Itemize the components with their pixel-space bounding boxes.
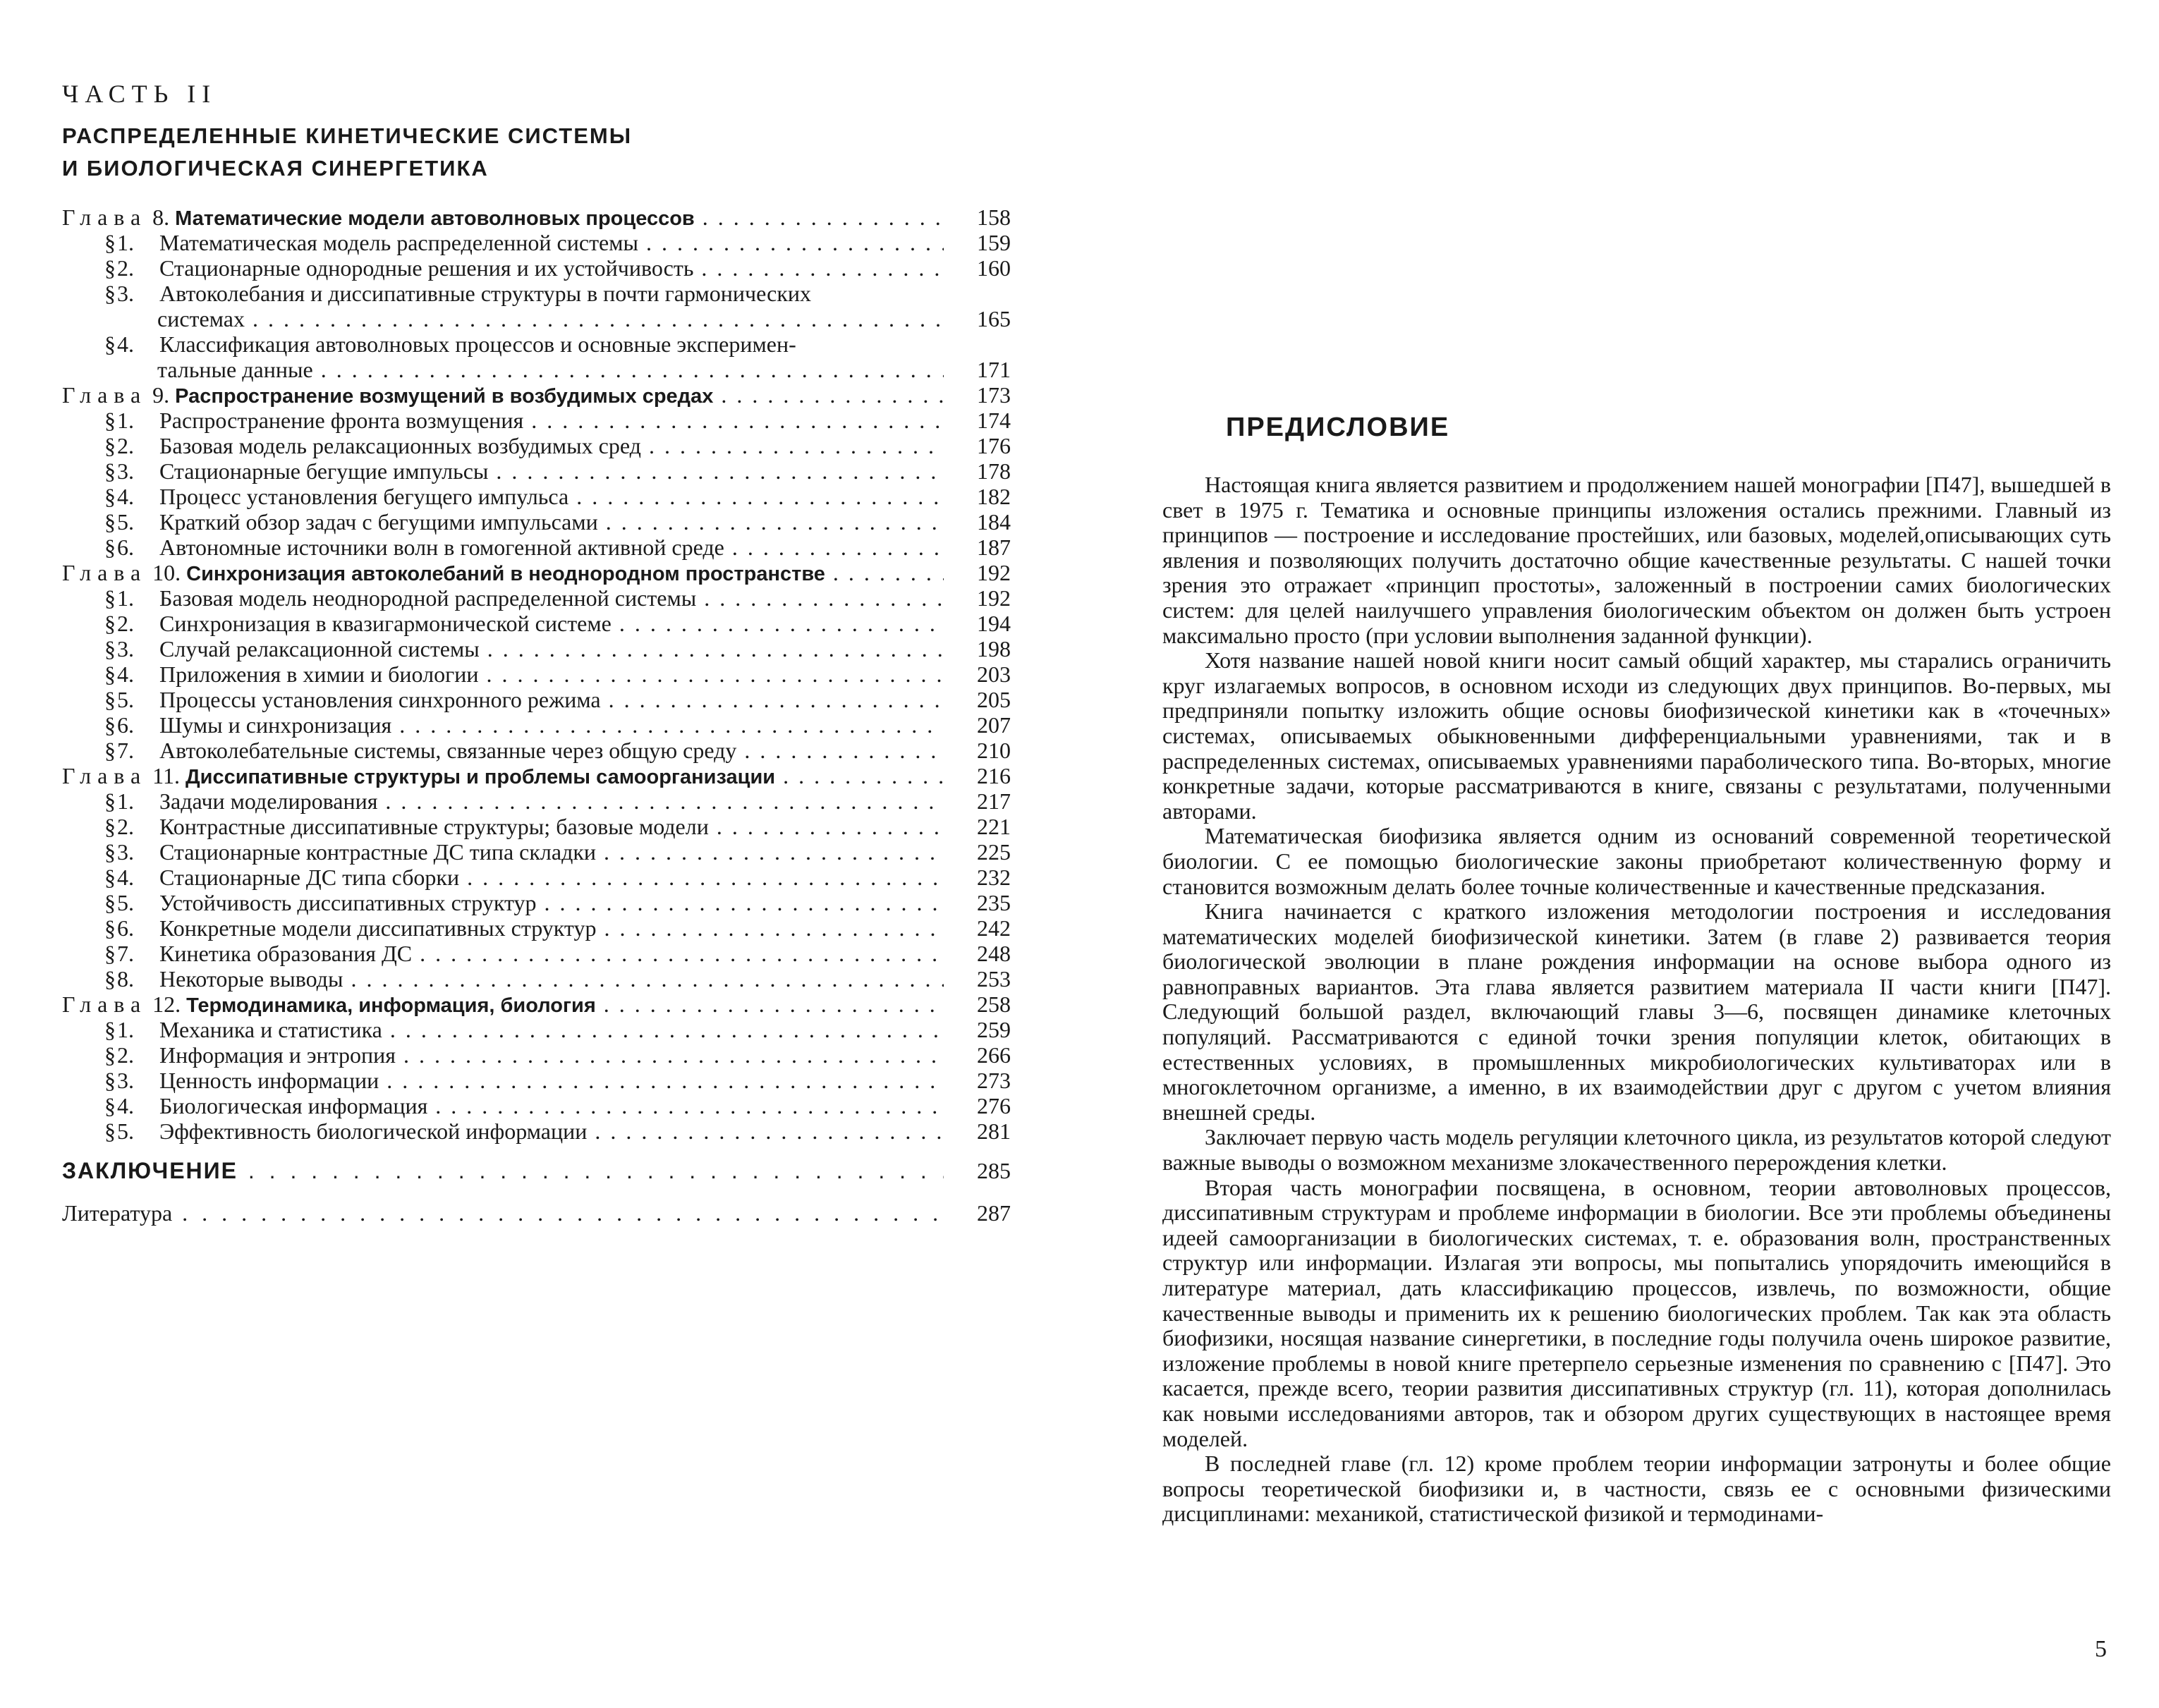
toc-entry-text [104, 433, 944, 458]
toc-entry-text [62, 205, 944, 231]
toc-page-number: 253 [977, 966, 1011, 992]
section-title: Процессы установления синхронного режима [159, 687, 601, 712]
toc-section[interactable] [62, 865, 1011, 890]
toc-section[interactable] [62, 890, 1011, 915]
right-page [1079, 0, 2159, 1708]
toc-conclusion[interactable] [62, 1157, 1011, 1185]
toc-section[interactable] [62, 535, 1011, 560]
toc-page-number: 184 [977, 509, 1011, 535]
toc-entry-text [104, 255, 944, 281]
toc-page-number: 235 [977, 890, 1011, 915]
toc-entry-text [104, 1118, 944, 1144]
section-number: 2. [117, 433, 134, 458]
section-number: 5. [117, 890, 134, 915]
toc-entry-text [104, 281, 944, 306]
toc-entry-text [104, 585, 944, 611]
part-label: ЧАСТЬ II [62, 80, 217, 108]
section-number: 4. [117, 865, 134, 890]
toc-page-number: 217 [977, 788, 1011, 814]
section-number: 7. [117, 941, 134, 966]
toc-page-number: 171 [977, 357, 1011, 382]
section-title: Кинетика образования ДС [159, 941, 413, 966]
toc-entry-text [104, 890, 944, 915]
part-title-line: И БИОЛОГИЧЕСКАЯ СИНЕРГЕТИКА [62, 156, 489, 181]
toc-section[interactable] [62, 1068, 1011, 1093]
toc-section[interactable] [62, 230, 1011, 255]
toc-section[interactable] [62, 331, 1011, 357]
section-mark: § [104, 433, 116, 458]
toc-page-number: 158 [977, 205, 1011, 230]
preface-paragraph: Вторая часть монографии посвящена, в основном, теории автоволновых процессов, диссипативным структурам и проблеме информации в биологии. Все эти проблемы объединены идеей самоорганизации в биологических системах, т. е. образования волн, пространственных структур или информации. Излагая эти вопросы, мы попытались упорядочить имеющийся в литературе материал, дать классификацию процессов, извлечь, по возможности, общие качественные выводы и применить их к решению биологических проблем. Так как эта область биофизики, носящая название синергетики, в последние годы получила очень широкое развитие, изложение проблемы в новой книге претерпело серьезные изменения по сравнению с [П47]. Это касается, прежде всего, теории развития диссипативных структур (гл. 11), которая дополнилась как новыми исследованиями авторов, так и обзором других существующих в настоящее время моделей. [1162, 1174, 2111, 1451]
section-title: Задачи моделирования [159, 788, 378, 814]
left-page [0, 0, 1058, 1708]
toc-chapter[interactable] [62, 992, 1011, 1017]
toc-page-number: 174 [977, 408, 1011, 433]
toc-section[interactable] [62, 738, 1011, 763]
section-title: Устойчивость диссипативных структур [159, 890, 537, 915]
section-mark: § [104, 1093, 116, 1118]
toc-page-number: 207 [977, 712, 1011, 738]
toc-section[interactable] [62, 788, 1011, 814]
section-number: 4. [117, 1093, 134, 1118]
preface-paragraph: Заключает первую часть модель регуляции клеточного цикла, из результатов которой следуют важные выводы о возможном механизме злокачественного перерождения клетки. [1162, 1124, 2111, 1176]
toc-section[interactable] [62, 1118, 1011, 1144]
toc-section[interactable] [62, 433, 1011, 458]
toc-section[interactable] [62, 941, 1011, 966]
toc-page-number: 285 [977, 1158, 1011, 1183]
section-number: 1. [117, 1017, 134, 1042]
section-mark: § [104, 255, 116, 281]
toc-entry-text [62, 560, 944, 587]
section-mark: § [104, 484, 116, 509]
toc-entry-text [104, 408, 944, 433]
toc-page-number: 192 [977, 560, 1011, 585]
preface-paragraph: Настоящая книга является развитием и продолжением нашей монографии [П47], вышедшей в свет в 1975 г. Тематика и основные принципы изложения остались прежними. Главный из принципов — построение и исследование простейших, или базовых, моделей,описывающих суть явления и позволяющих получить достаточно общие качественные результаты. С нашей точки зрения это отражает «принцип простоты», заложенный в построении самих биологических систем: для целей наилучшего управления биологическим объектом он должен быть устроен максимально просто (при условии выполнения заданной функции). [1162, 472, 2111, 648]
preface-paragraph: Математическая биофизика является одним из оснований современной теоретической биологии. С ее помощью биологические законы приобретают количественную форму и становится возможным делать более точные количественные и качественные предсказания. [1162, 823, 2111, 899]
toc-page-number: 232 [977, 865, 1011, 890]
toc-entry-text [104, 1017, 944, 1042]
section-title: Стационарные контрастные ДС типа складки [159, 839, 597, 865]
section-number: 3. [117, 281, 134, 306]
chapter-number: 9. [152, 382, 170, 408]
section-mark: § [104, 865, 116, 890]
section-number: 2. [117, 814, 134, 839]
toc-entry-text [104, 636, 944, 661]
toc-section[interactable] [62, 839, 1011, 865]
toc-page-number: 221 [977, 814, 1011, 839]
section-number: 5. [117, 687, 134, 712]
toc-section[interactable] [62, 281, 1011, 306]
toc-section[interactable] [62, 814, 1011, 839]
toc-entry-text [104, 1068, 944, 1093]
chapter-title: Синхронизация автоколебаний в неоднородном пространстве [186, 563, 825, 585]
section-title: Математическая модель распределенной системы [159, 230, 638, 255]
section-number: 5. [117, 509, 134, 535]
section-number: 3. [117, 1068, 134, 1093]
toc-page-number: 259 [977, 1017, 1011, 1042]
toc-page-number: 182 [977, 484, 1011, 509]
chapter-prefix: Глава [62, 763, 147, 788]
section-mark: § [104, 1118, 116, 1144]
section-title: Биологическая информация [159, 1093, 428, 1118]
section-number: 6. [117, 915, 134, 941]
section-mark: § [104, 661, 116, 687]
toc-page-number: 159 [977, 230, 1011, 255]
section-mark: § [104, 738, 116, 763]
section-title: Конкретные модели диссипативных структур [159, 915, 597, 941]
chapter-prefix: Глава [62, 560, 147, 585]
chapter-prefix: Глава [62, 205, 147, 230]
section-mark: § [104, 687, 116, 712]
toc-section[interactable] [62, 915, 1011, 941]
toc-literature[interactable] [62, 1199, 1011, 1227]
toc-page-number: 225 [977, 839, 1011, 865]
section-mark: § [104, 966, 116, 992]
toc-page-number: 248 [977, 941, 1011, 966]
toc-entry-text [104, 484, 944, 509]
toc-section[interactable] [62, 509, 1011, 535]
chapter-number: 11. [152, 763, 180, 788]
section-number: 6. [117, 712, 134, 738]
section-title: Стационарные бегущие импульсы [159, 458, 489, 484]
toc-conclusion-title: ЗАКЛЮЧЕНИЕ . . . [62, 1157, 944, 1185]
toc-chapter[interactable] [62, 560, 1011, 585]
section-number: 6. [117, 535, 134, 560]
section-mark: § [104, 712, 116, 738]
toc-entry-text [104, 661, 944, 687]
section-mark: § [104, 814, 116, 839]
section-mark: § [104, 585, 116, 611]
toc-section-continuation[interactable] [62, 306, 1011, 331]
section-mark: § [104, 636, 116, 661]
toc-page-number: 242 [977, 915, 1011, 941]
section-number: 2. [117, 1042, 134, 1068]
section-number: 2. [117, 255, 134, 281]
toc-page-number: 160 [977, 255, 1011, 281]
chapter-prefix: Глава [62, 382, 147, 408]
toc-page-number: 198 [977, 636, 1011, 661]
toc-entry-text [62, 763, 944, 790]
chapter-number: 10. [152, 560, 181, 585]
toc-entry-text [104, 712, 944, 738]
section-title: Контрастные диссипативные структуры; базовые модели [159, 814, 709, 839]
toc-entry-text [104, 865, 944, 890]
toc-entry-text [104, 941, 944, 966]
section-title: Базовая модель неоднородной распределенной системы [159, 585, 697, 611]
toc-section[interactable] [62, 585, 1011, 611]
preface-heading: ПРЕДИСЛОВИЕ [1226, 413, 1450, 442]
toc-section[interactable] [62, 661, 1011, 687]
section-number: 1. [117, 585, 134, 611]
section-title: Краткий обзор задач с бегущими импульсами [159, 509, 598, 535]
section-mark: § [104, 915, 116, 941]
section-mark: § [104, 1017, 116, 1042]
section-title: Синхронизация в квазигармонической системе [159, 611, 612, 636]
section-title: Стационарные однородные решения и их устойчивость [159, 255, 694, 281]
section-mark: § [104, 535, 116, 560]
toc-entry-text [62, 992, 944, 1018]
toc-entry-text [104, 1093, 944, 1118]
toc-section[interactable] [62, 484, 1011, 509]
toc-section[interactable] [62, 712, 1011, 738]
toc-entry-text [104, 915, 944, 941]
toc-page-number: 173 [977, 382, 1011, 408]
toc-page-number: 216 [977, 763, 1011, 788]
toc-page-number: 187 [977, 535, 1011, 560]
toc-section[interactable] [62, 687, 1011, 712]
toc-entry-text [104, 611, 944, 636]
toc-entry-text [104, 331, 944, 357]
chapter-title: Распространение возмущений в возбудимых средах [175, 385, 714, 408]
section-title: Распространение фронта возмущения [159, 408, 524, 433]
chapter-title: Термодинамика, информация, биология [186, 994, 596, 1017]
section-title: Приложения в химии и биологии [159, 661, 479, 687]
toc-page-number: 176 [977, 433, 1011, 458]
section-number: 4. [117, 331, 134, 357]
toc-page-number: 287 [977, 1200, 1011, 1226]
toc-section-continuation[interactable] [62, 357, 1011, 382]
section-title: Некоторые выводы [159, 966, 343, 992]
toc-section[interactable] [62, 458, 1011, 484]
preface-paragraph: В последней главе (гл. 12) кроме проблем теории информации затронуты и более общие вопросы теоретической биофизики и, в частности, связь ее с основными физическими дисциплинами: механикой, статистической физикой и термодинами- [1162, 1451, 2111, 1527]
section-mark: § [104, 509, 116, 535]
toc-page-number: 273 [977, 1068, 1011, 1093]
section-mark: § [104, 1042, 116, 1068]
section-number: 1. [117, 788, 134, 814]
toc-entry-text [104, 1042, 944, 1068]
toc-entry-text [62, 382, 944, 409]
toc-entry-text [157, 306, 944, 331]
toc-section[interactable] [62, 1093, 1011, 1118]
toc-page-number: 210 [977, 738, 1011, 763]
section-mark: § [104, 941, 116, 966]
section-number: 2. [117, 611, 134, 636]
section-mark: § [104, 458, 116, 484]
section-title: Шумы и синхронизация [159, 712, 392, 738]
section-mark: § [104, 230, 116, 255]
toc-section[interactable] [62, 1042, 1011, 1068]
part-title-line: РАСПРЕДЕЛЕННЫЕ КИНЕТИЧЕСКИЕ СИСТЕМЫ [62, 123, 633, 148]
section-title: Процесс установления бегущего импульса [159, 484, 569, 509]
section-title: Механика и статистика [159, 1017, 382, 1042]
section-title: Информация и энтропия [159, 1042, 396, 1068]
toc-entry-text [104, 687, 944, 712]
toc-entry-text [104, 535, 944, 560]
part-title [62, 120, 632, 185]
section-number: 1. [117, 408, 134, 433]
toc-entry-text [104, 839, 944, 865]
toc-page-number: 178 [977, 458, 1011, 484]
section-title: Ценность информации [159, 1068, 379, 1093]
toc-chapter[interactable] [62, 763, 1011, 788]
toc-entry-text [104, 738, 944, 763]
section-mark: § [104, 408, 116, 433]
toc-page-number: 281 [977, 1118, 1011, 1144]
toc-section[interactable] [62, 636, 1011, 661]
chapter-title: Диссипативные структуры и проблемы самоорганизации [185, 766, 776, 788]
section-title: системах [157, 306, 245, 331]
toc-entry-text [104, 966, 944, 992]
section-number: 1. [117, 230, 134, 255]
section-number: 3. [117, 458, 134, 484]
section-title: Автоколебания и диссипативные структуры в почти гармонических [159, 281, 811, 306]
table-of-contents [62, 205, 1011, 1144]
section-mark: § [104, 788, 116, 814]
toc-page-number: 192 [977, 585, 1011, 611]
toc-entry-text [157, 357, 944, 382]
preface-body [1162, 472, 2111, 1527]
section-mark: § [104, 281, 116, 306]
section-mark: § [104, 1068, 116, 1093]
toc-page-number: 205 [977, 687, 1011, 712]
toc-section[interactable] [62, 408, 1011, 433]
section-title: Базовая модель релаксационных возбудимых сред [159, 433, 641, 458]
toc-entry-text [104, 230, 944, 255]
toc-section[interactable] [62, 1017, 1011, 1042]
toc-page-number: 165 [977, 306, 1011, 331]
toc-chapter[interactable] [62, 205, 1011, 230]
section-number: 7. [117, 738, 134, 763]
section-mark: § [104, 331, 116, 357]
chapter-title: Математические модели автоволновых процессов [175, 207, 695, 230]
section-title: Эффективность биологической информации [159, 1118, 588, 1144]
toc-section[interactable] [62, 966, 1011, 992]
toc-literature-title: Литература . . . [62, 1199, 944, 1227]
toc-page-number: 276 [977, 1093, 1011, 1118]
page-number: 5 [2095, 1636, 2107, 1662]
toc-page-number: 266 [977, 1042, 1011, 1068]
toc-section[interactable] [62, 255, 1011, 281]
section-number: 3. [117, 636, 134, 661]
section-title: тальные данные [157, 357, 313, 382]
section-mark: § [104, 839, 116, 865]
toc-entry-text [104, 814, 944, 839]
section-title: Классификация автоволновых процессов и основные эксперимен- [159, 331, 796, 357]
section-title: Случай релаксационной системы [159, 636, 480, 661]
section-number: 5. [117, 1118, 134, 1144]
chapter-number: 12. [152, 992, 181, 1017]
toc-entry-text [104, 509, 944, 535]
section-number: 8. [117, 966, 134, 992]
toc-page-number: 258 [977, 992, 1011, 1017]
section-title: Автономные источники волн в гомогенной активной среде [159, 535, 724, 560]
toc-entry-text [104, 788, 944, 814]
toc-section[interactable] [62, 611, 1011, 636]
section-number: 3. [117, 839, 134, 865]
preface-paragraph: Книга начинается с краткого изложения методологии построения и исследования математических моделей биофизической кинетики. Затем (в главе 2) развивается теория биологической эволюции в плане рождения информации на основе выбора одного из равноправных вариантов. Эта глава является развитием материала II части книги [П47]. Следующий большой раздел, включающий главы 3—6, посвящен динамике клеточных популяций. Рассматриваются с единой точки зрения популяции клеток, обитающих в естественных условиях, в промышленных микробиологических культиваторах или в многоклеточном организме, а именно, в их взаимодействии друг с другом с учетом влияния внешней среды. [1162, 898, 2111, 1125]
section-title: Стационарные ДС типа сборки [159, 865, 460, 890]
toc-chapter[interactable] [62, 382, 1011, 408]
section-mark: § [104, 611, 116, 636]
section-title: Автоколебательные системы, связанные через общую среду [159, 738, 737, 763]
section-number: 4. [117, 484, 134, 509]
chapter-number: 8. [152, 205, 170, 230]
section-mark: § [104, 890, 116, 915]
section-number: 4. [117, 661, 134, 687]
chapter-prefix: Глава [62, 992, 147, 1017]
toc-page-number: 203 [977, 661, 1011, 687]
toc-entry-text [104, 458, 944, 484]
toc-page-number: 194 [977, 611, 1011, 636]
preface-paragraph: Хотя название нашей новой книги носит самый общий характер, мы старались ограничить круг излагаемых вопросов, в основном исходи из следующих двух принципов. Во-первых, мы предприняли попытку изложить общие основы биофизической кинетики как в «точечных» системах, описываемых обыкновенными дифференциальными уравнениями, так и в распределенных системах, описываемых уравнениями параболического типа. Во-вторых, многие конкретные задачи, которые рассматриваются в книге, связаны с результатами, полученными авторами. [1162, 647, 2111, 824]
